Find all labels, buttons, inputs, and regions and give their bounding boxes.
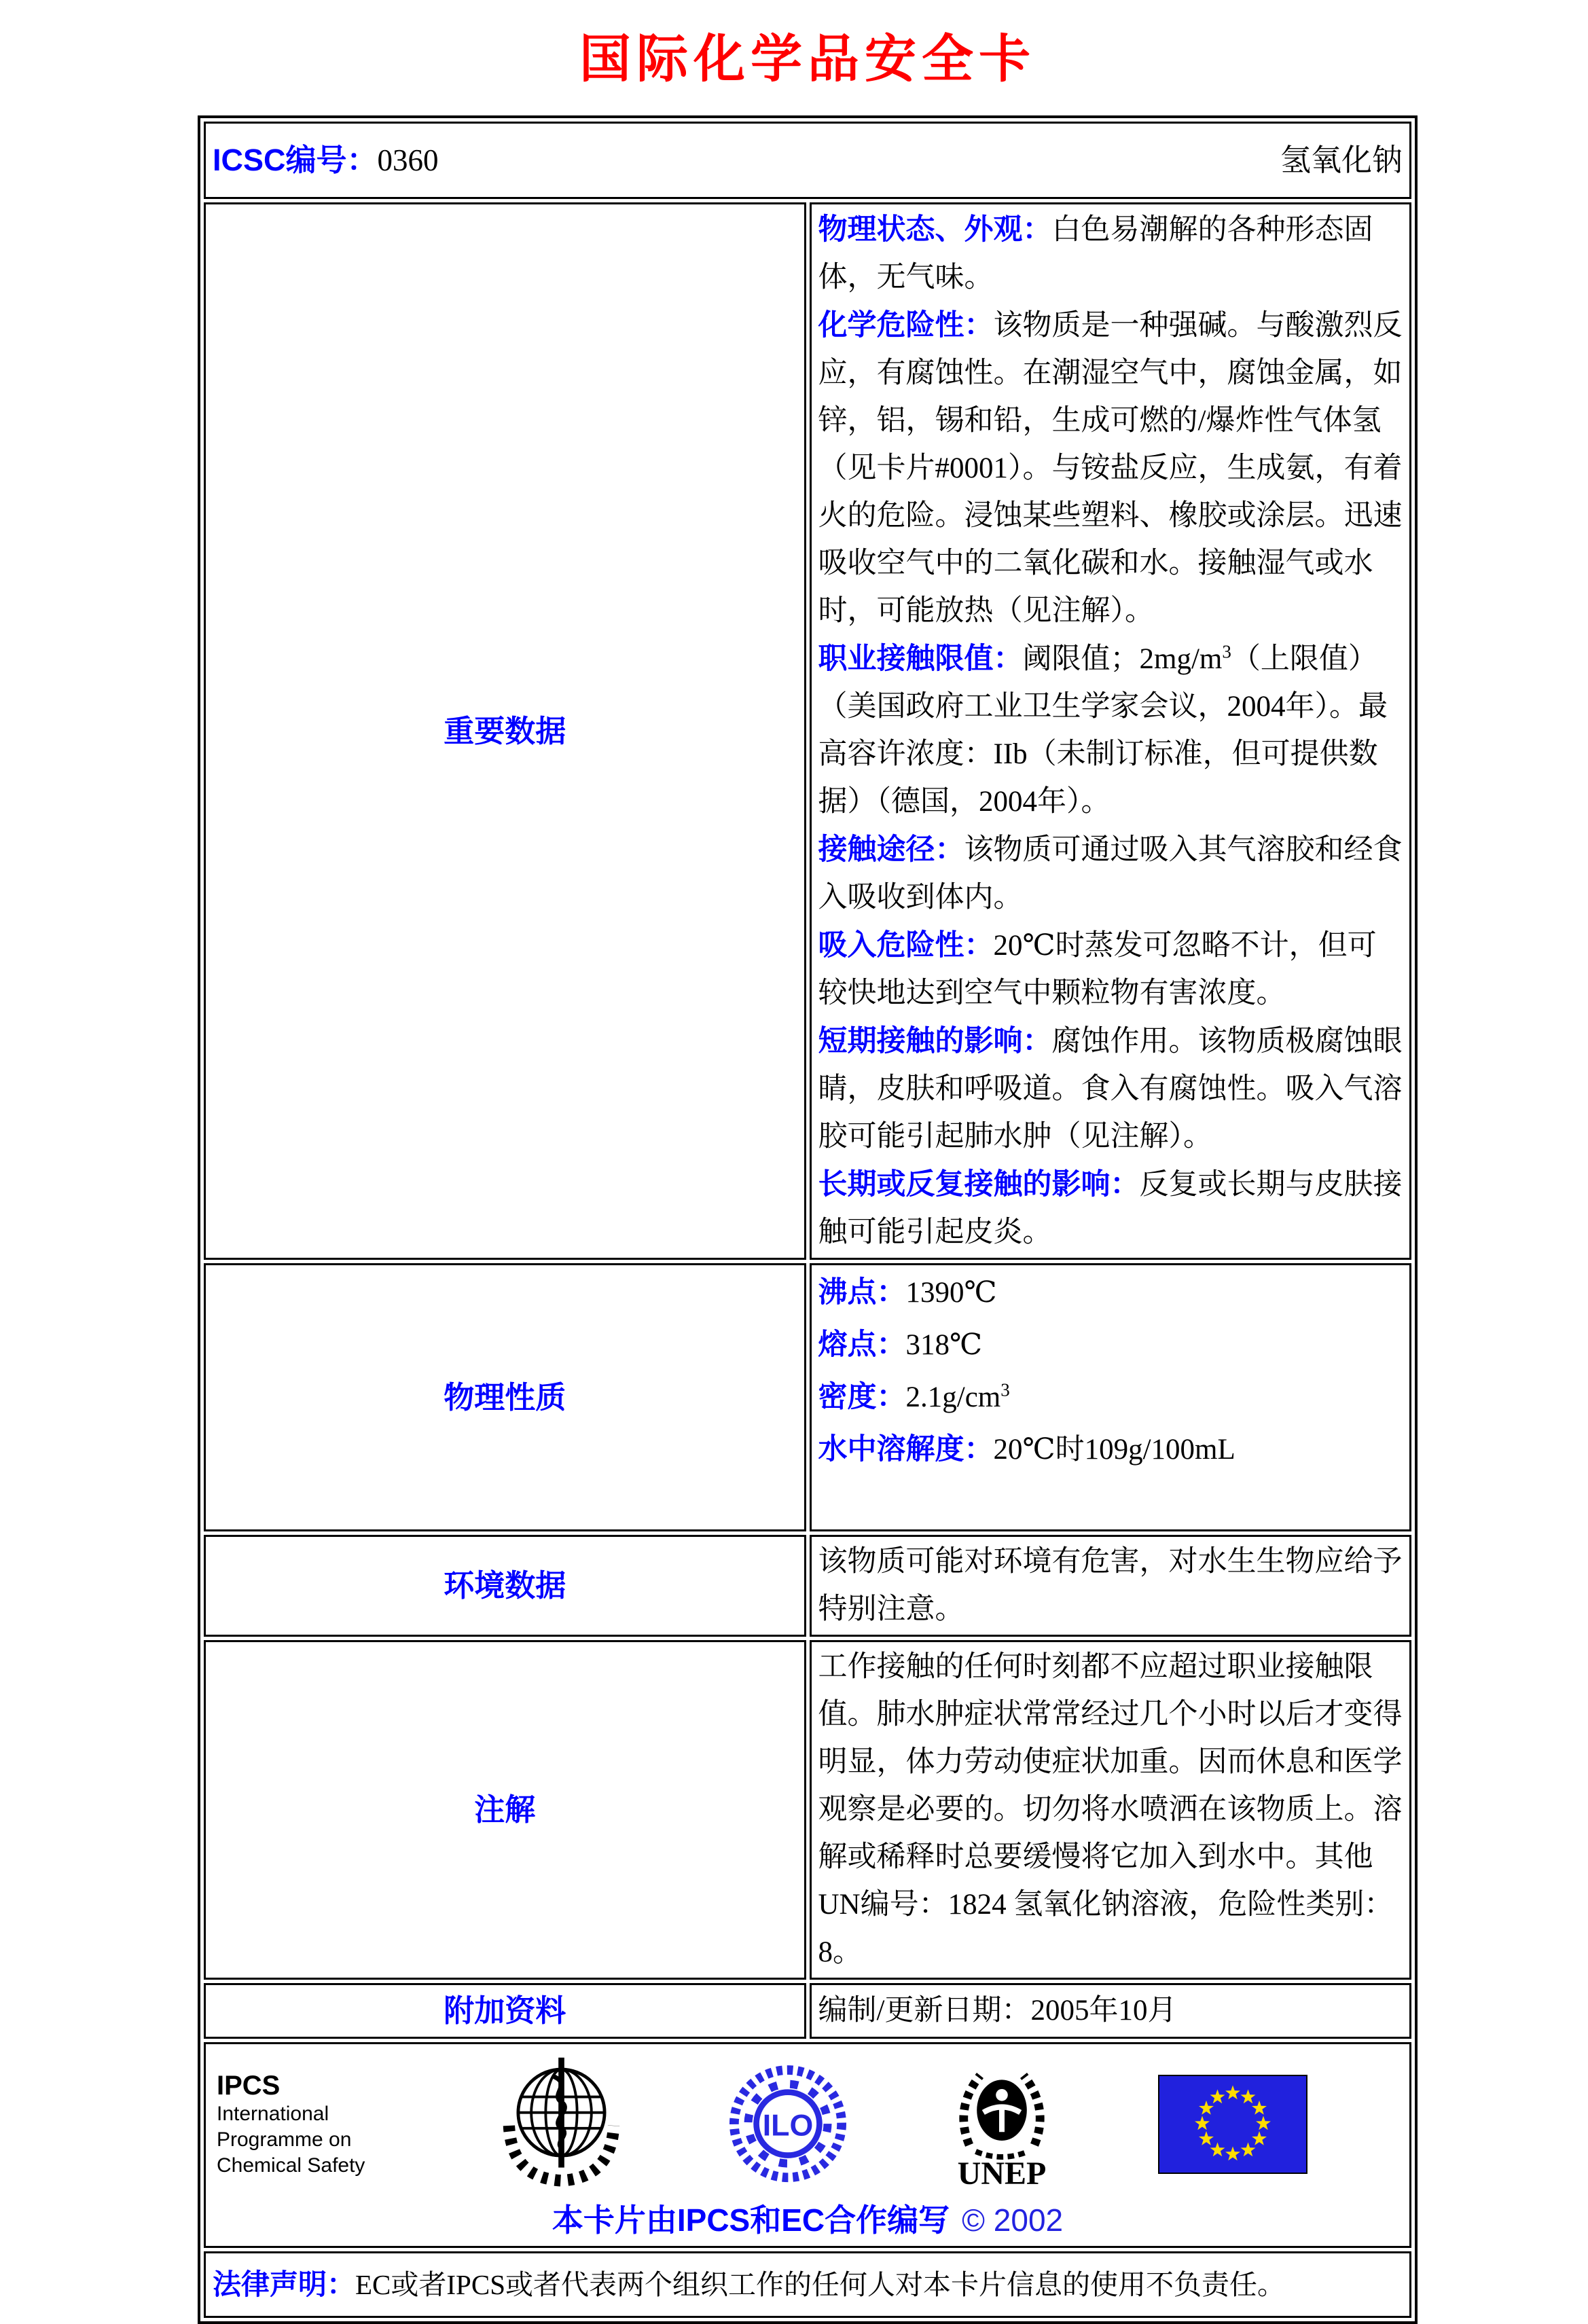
data-entry: 职业接触限值：阈限值；$2mg/m^3$（上限值）（美国政府工业卫生学家会议，2004年）。最高容许浓度：IIb（未制订标准，但可提供数据）（德国，2004年）。 bbox=[818, 641, 1388, 818]
data-entry: 水中溶解度：20℃时109g/100mL bbox=[818, 1433, 1235, 1466]
logos-row bbox=[204, 2042, 1411, 2248]
header-cell bbox=[204, 122, 1411, 199]
data-entry: 密度：$2.1g/cm^3$ bbox=[818, 1379, 1010, 1413]
physical-properties-content bbox=[810, 1263, 1412, 1531]
legal-row bbox=[204, 2251, 1411, 2318]
notes-row bbox=[204, 1640, 1411, 1980]
ilo-logo bbox=[729, 2057, 846, 2192]
important-data-row bbox=[204, 202, 1411, 1260]
icsc-card bbox=[198, 115, 1418, 2324]
unep-letters: UNEP bbox=[957, 2156, 1047, 2192]
ipcs-line-1: International bbox=[217, 2103, 329, 2125]
data-entry: 吸入危险性：20℃时蒸发可忽略不计，但可较快地达到空气中颗粒物有害浓度。 bbox=[818, 929, 1377, 1009]
environmental-data-row bbox=[204, 1535, 1411, 1637]
data-entry: 短期接触的影响：腐蚀作用。该物质极腐蚀眼睛，皮肤和呼吸道。食入有腐蚀性。吸入气溶胶可能引起肺水肿（见注解）。 bbox=[818, 1025, 1403, 1152]
ilo-letters: ILO bbox=[762, 2109, 813, 2143]
data-entry: 物理状态、外观：白色易潮解的各种形态固体，无气味。 bbox=[818, 213, 1373, 293]
logos-cell bbox=[204, 2042, 1411, 2248]
data-entry: 接触途径：该物质可通过吸入其气溶胶和经食入吸收到体内。 bbox=[818, 833, 1403, 913]
legal-label: 法律声明： bbox=[213, 2268, 356, 2300]
data-entry: 长期或反复接触的影响：反复或长期与皮肤接触可能引起皮炎。 bbox=[818, 1168, 1403, 1248]
footer-caption bbox=[213, 2200, 1403, 2240]
icsc-number bbox=[213, 137, 439, 184]
ipcs-title: IPCS bbox=[217, 2071, 281, 2101]
footer-caption-text: 本卡片由IPCS和EC合作编写 bbox=[552, 2202, 950, 2238]
data-entry: 化学危险性：该物质是一种强碱。与酸激烈反应，有腐蚀性。在潮湿空气中，腐蚀金属，如锌，铝，锡和铅，生成可燃的/爆炸性气体氢（见卡片#0001）。与铵盐反应，生成氨，有着火的危险。浸蚀某些塑料、橡胶或涂层。迅速吸收空气中的二氧化碳和水。接触湿气或水时，可能放热（见注解）。 bbox=[818, 309, 1403, 627]
ipcs-line-2: Programme on bbox=[217, 2128, 352, 2151]
legal-text: EC或者IPCS或者代表两个组织工作的任何人对本卡片信息的使用不负责任。 bbox=[355, 2269, 1286, 2300]
section-label-physical-properties: 物理性质 bbox=[204, 1263, 806, 1531]
data-entry: 熔点：318℃ bbox=[818, 1328, 983, 1361]
page-title: 国际化学品安全卡 bbox=[579, 31, 1036, 88]
section-label-important-data: 重要数据 bbox=[204, 202, 806, 1260]
icsc-number-label: ICSC编号： bbox=[213, 143, 378, 177]
environmental-data-content: 该物质可能对环境有危害，对水生生物应给予特别注意。 bbox=[810, 1535, 1412, 1637]
important-data-content bbox=[810, 202, 1412, 1260]
unep-logo bbox=[948, 2056, 1056, 2192]
additional-info-content: 编制/更新日期：2005年10月 bbox=[810, 1983, 1412, 2039]
additional-info-row bbox=[204, 1983, 1411, 2039]
ipcs-line-3: Chemical Safety bbox=[217, 2154, 365, 2177]
notes-content: 工作接触的任何时刻都不应超过职业接触限值。肺水肿症状常常经过几个小时以后才变得明显，体力劳动使症状加重。因而休息和医学观察是必要的。切勿将水喷洒在该物质上。溶解或稀释时总要缓慢将它加入到水中。其他UN编号：1824 氢氧化钠溶液，危险性类别：8。 bbox=[810, 1640, 1412, 1980]
footer-copyright: © 2002 bbox=[962, 2202, 1064, 2238]
section-label-notes: 注解 bbox=[204, 1640, 806, 1980]
ipcs-text-block bbox=[217, 2070, 393, 2179]
chemical-name: 氢氧化钠 bbox=[1280, 143, 1403, 177]
section-label-environmental-data: 环境数据 bbox=[204, 1535, 806, 1637]
section-label-additional-info: 附加资料 bbox=[204, 1983, 806, 2039]
who-logo bbox=[495, 2052, 628, 2196]
data-entry: 沸点：1390℃ bbox=[818, 1276, 997, 1309]
physical-properties-row bbox=[204, 1263, 1411, 1531]
eu-flag bbox=[1158, 2075, 1307, 2174]
header-row bbox=[204, 122, 1411, 199]
icsc-number-value: 0360 bbox=[377, 143, 439, 177]
legal-cell bbox=[204, 2251, 1411, 2318]
